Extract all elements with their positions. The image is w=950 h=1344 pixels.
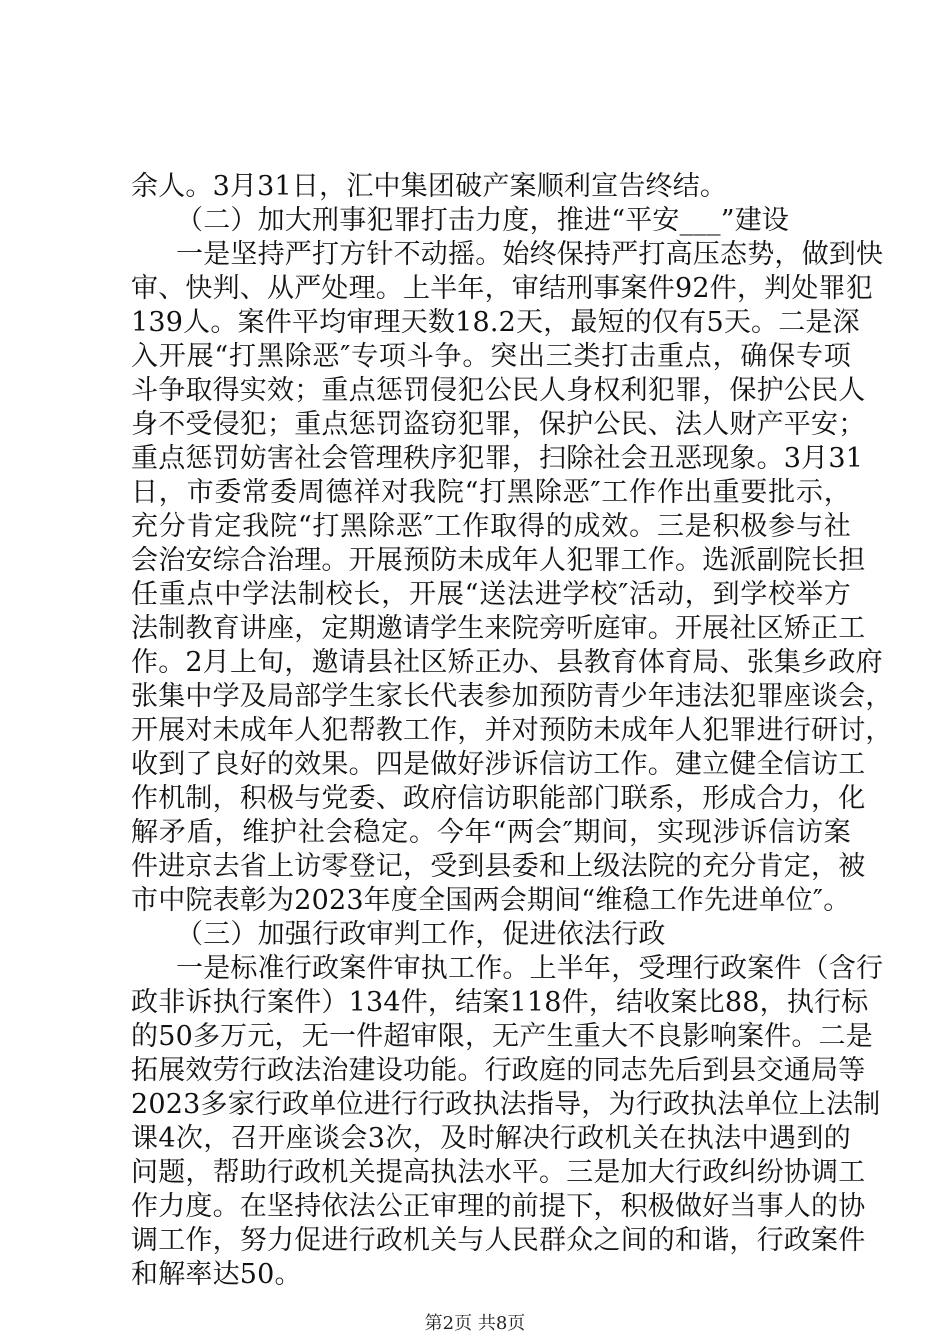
paragraph-line: 件进京去省上访零登记，受到县委和上级法院的充分肯定，被 (131, 851, 866, 882)
section-heading: （二）加大刑事犯罪打击力度，推进“平安___”建设 (176, 205, 790, 236)
paragraph-line: 的50多万元，无一件超审限，无产生重大不良影响案件。二是 (131, 1021, 873, 1052)
paragraph-line: 余人。3月31日，汇中集团破产案顺利宣告终结。 (131, 171, 728, 202)
paragraph-line: 会治安综合治理。开展预防未成年人犯罪工作。选派副院长担 (131, 545, 866, 576)
paragraph-line: 入开展“打黑除恶″专项斗争。突出三类打击重点，确保专项 (131, 341, 851, 372)
paragraph-line: 审、快判、从严处理。上半年，审结刑事案件92件，判处罪犯 (131, 273, 873, 304)
paragraph-line: 张集中学及局部学生家长代表参加预防青少年违法犯罪座谈会， (131, 681, 893, 712)
paragraph-line: 2023多家行政单位进行行政执法指导，为行政执法单位上法制 (131, 1089, 881, 1120)
paragraph-line: 拓展效劳行政法治建设功能。行政庭的同志先后到县交通局等 (131, 1055, 866, 1086)
paragraph-line: 充分肯定我院“打黑除恶″工作取得的成效。三是积极参与社 (131, 511, 851, 542)
paragraph-line: 139人。案件平均审理天数18.2天，最短的仅有5天。二是深 (131, 307, 860, 338)
paragraph-line: 法制教育讲座，定期邀请学生来院旁听庭审。开展社区矫正工 (131, 613, 866, 644)
paragraph-line: 作力度。在坚持依法公正审理的前提下，积极做好当事人的协 (131, 1191, 866, 1222)
paragraph-line: 日，市委常委周德祥对我院“打黑除恶″工作作出重要批示， (131, 477, 851, 508)
paragraph-line: 一是标准行政案件审执工作。上半年，受理行政案件（含行 (176, 953, 884, 984)
paragraph-line: 和解率达50。 (131, 1259, 302, 1290)
paragraph-line: 重点惩罚妨害社会管理秩序犯罪，扫除社会丑恶现象。3月31 (131, 443, 864, 474)
paragraph-line: 课4次，召开座谈会3次，及时解决行政机关在执法中遇到的 (131, 1123, 851, 1154)
paragraph-line: 问题，帮助行政机关提高执法水平。三是加大行政纠纷协调工 (131, 1157, 866, 1188)
paragraph-line: 开展对未成年人犯帮教工作，并对预防未成年人犯罪进行研讨， (131, 715, 893, 746)
paragraph-line: 市中院表彰为2023年度全国两会期间“维稳工作先进单位″。 (131, 885, 851, 916)
paragraph-line: 身不受侵犯；重点惩罚盗窃犯罪，保护公民、法人财产平安； (131, 409, 866, 440)
paragraph-line: 作。2月上旬，邀请县社区矫正办、县教育体育局、张集乡政府 (131, 647, 883, 678)
section-heading: （三）加强行政审判工作，促进依法行政 (176, 919, 666, 950)
paragraph-line: 作机制，积极与党委、政府信访职能部门联系，形成合力，化 (131, 783, 866, 814)
paragraph-line: 一是坚持严打方针不动摇。始终保持严打高压态势，做到快 (176, 239, 884, 270)
paragraph-line: 斗争取得实效；重点惩罚侵犯公民人身权利犯罪，保护公民人 (131, 375, 866, 406)
paragraph-line: 政非诉执行案件）134件，结案118件，结收案比88，执行标 (131, 987, 869, 1018)
paragraph-line: 解矛盾，维护社会稳定。今年“两会″期间，实现涉诉信访案 (131, 817, 851, 848)
page-number: 第2页 共8页 (424, 1313, 526, 1334)
paragraph-line: 调工作，努力促进行政机关与人民群众之间的和谐，行政案件 (131, 1225, 866, 1256)
paragraph-line: 收到了良好的效果。四是做好涉诉信访工作。建立健全信访工 (131, 749, 866, 780)
paragraph-line: 任重点中学法制校长，开展“送法进学校″活动，到学校举方 (131, 579, 851, 610)
